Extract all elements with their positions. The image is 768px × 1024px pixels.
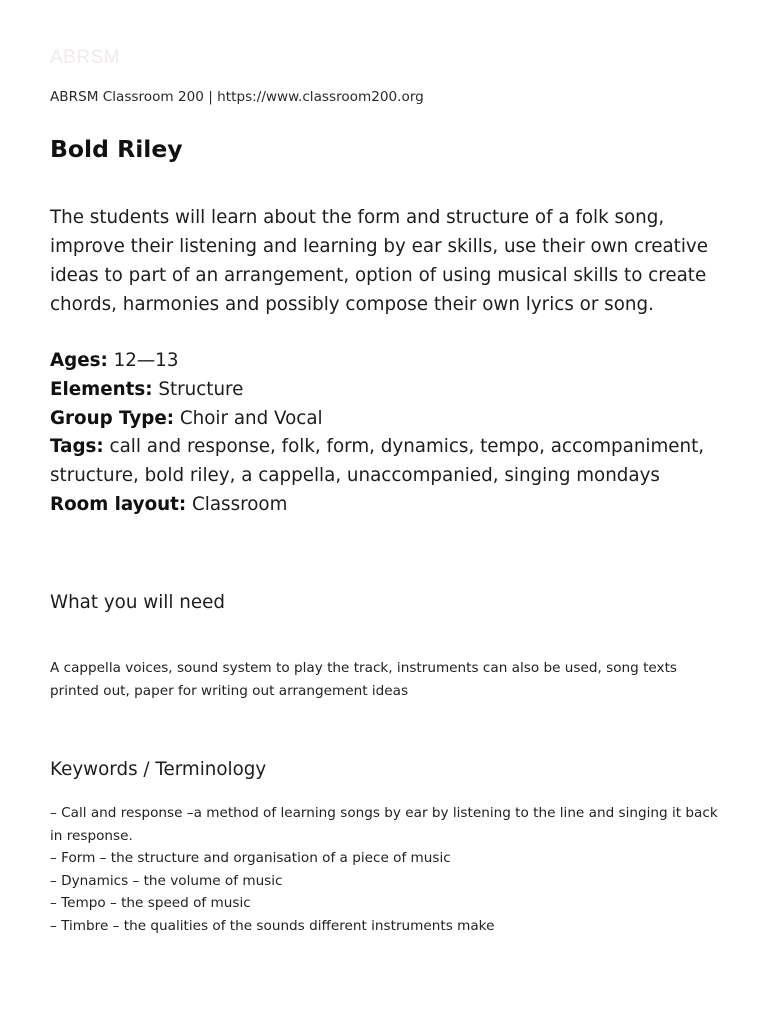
- needs-heading: What you will need: [50, 592, 225, 613]
- meta-group-type-value: Choir and Vocal: [179, 407, 323, 429]
- needs-text: A cappella voices, sound system to play the track, instruments can also be used, song texts printed out, paper for writing out arrangement ideas: [50, 660, 677, 699]
- meta-elements-label: Elements:: [50, 378, 153, 400]
- keyword-item-tempo: – Tempo – the speed of music: [50, 895, 251, 911]
- meta-ages-label: Ages:: [50, 350, 108, 371]
- keyword-item-dynamics: – Dynamics – the volume of music: [50, 872, 283, 889]
- keyword-list: [50, 802, 720, 937]
- lesson-meta: [50, 347, 720, 520]
- meta-tags: [50, 433, 720, 491]
- meta-ages: [50, 347, 720, 376]
- meta-elements: [50, 376, 720, 405]
- keyword-item-call-and-response: – Call and response –a method of learning songs by ear by listening to the line and singing it back in response.: [50, 805, 718, 844]
- meta-room-layout-label: Room layout:: [50, 493, 187, 515]
- keyword-item-form: – Form – the structure and organisation of a piece of music: [50, 850, 451, 866]
- source-line: ABRSM Classroom 200 | https://www.classroom200.org: [50, 89, 424, 105]
- meta-group-type: [50, 405, 720, 434]
- meta-tags-label: Tags:: [50, 436, 104, 458]
- keywords-heading: Keywords / Terminology: [50, 759, 267, 780]
- meta-group-type-label: Group Type:: [50, 407, 175, 429]
- lesson-title: Bold Riley: [50, 135, 183, 163]
- meta-room-layout: [50, 491, 720, 520]
- meta-room-layout-value: Classroom: [192, 493, 288, 515]
- abrsm-logo: ABRSM: [50, 47, 121, 68]
- keyword-item-timbre: – Timbre – the qualities of the sounds different instruments make: [50, 917, 495, 934]
- meta-ages-value: 12—13: [113, 350, 179, 371]
- meta-elements-value: Structure: [158, 378, 244, 400]
- lesson-description: The students will learn about the form and structure of a folk song, improve their listening and learning by ear skills, use their own creative ideas to part of an arrangement, option of using musical skills to create chords, harmonies and possibly compose their own lyrics or song.: [50, 207, 708, 315]
- meta-tags-value: call and response, folk, form, dynamics, tempo, accompaniment, structure, bold riley, a cappella, unaccompanied, singing mondays: [50, 436, 705, 487]
